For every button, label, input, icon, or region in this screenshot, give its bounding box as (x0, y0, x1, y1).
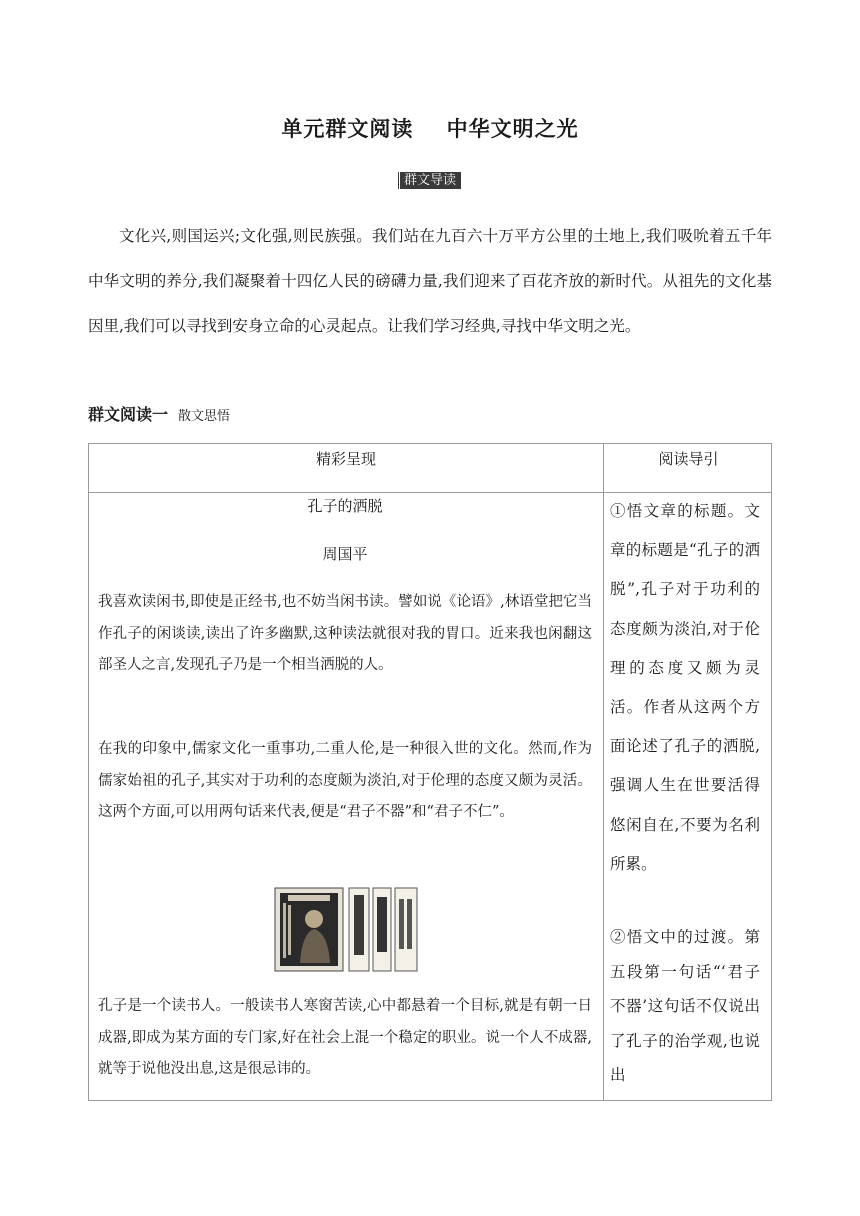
section-subtitle: 散文思悟 (178, 409, 231, 424)
table-header-guide: 阅读导引 (658, 450, 719, 468)
section-badge: 群文导读 (397, 172, 461, 189)
article-paragraph: 孔子是一个读书人。一般读书人寒窗苦读,心中都悬着一个目标,就是有朝一日成器,即成为某方面的专门家,好在社会上混一个稳定的职业。说一个人不成器,就等于说他没出息,这是很忌讳的。 (98, 998, 592, 1077)
section-heading (88, 402, 230, 425)
confucius-portrait-icon (274, 887, 418, 972)
section-title: 群文阅读一 (88, 405, 169, 424)
intro-paragraph: 文化兴,则国运兴;文化强,则民族强。我们站在九百六十万平方公里的土地上,我们吸吮着五千年中华文明的养分,我们凝聚着十四亿人民的磅礴力量,我们迎来了百花齐放的新时代。从祖先的文化基因里,我们可以寻找到安身立命的心灵起点。让我们学习经典,寻找中华文明之光。 (88, 227, 772, 335)
page-title: 单元群文阅读 中华文明之光 (281, 117, 579, 141)
article-author: 周国平 (322, 545, 368, 563)
guide-note: ②悟文中的过渡。第五段第一句话“‘君子不器’这句话不仅说出了孔子的治学观,也说出 (610, 928, 760, 1084)
table-header-content: 精彩呈现 (315, 450, 376, 468)
confucius-illustration (274, 887, 418, 972)
article-title: 孔子的洒脱 (307, 497, 383, 515)
guide-note: ①悟文章的标题。文章的标题是“孔子的洒脱”,孔子对于功利的态度颇为淡泊,对于伦理的态度又颇为灵活。作者从这两个方面论述了孔子的洒脱,强调人生在世要活得悠闲自在,不要为名利所累。 (610, 502, 760, 873)
article-paragraph: 在我的印象中,儒家文化一重事功,二重人伦,是一种很入世的文化。然而,作为儒家始祖的孔子,其实对于功利的态度颇为淡泊,对于伦理的态度又颇为灵活。这两个方面,可以用两句话来代表,便是“君子不器”和“君子不仁”。 (98, 741, 592, 820)
article-paragraph: 我喜欢读闲书,即使是正经书,也不妨当闲书读。譬如说《论语》,林语堂把它当作孔子的闲谈读,读出了许多幽默,这种读法就很对我的胃口。近来我也闲翻这部圣人之言,发现孔子乃是一个相当洒脱的人。 (98, 594, 592, 673)
table-column-divider (603, 444, 604, 1100)
